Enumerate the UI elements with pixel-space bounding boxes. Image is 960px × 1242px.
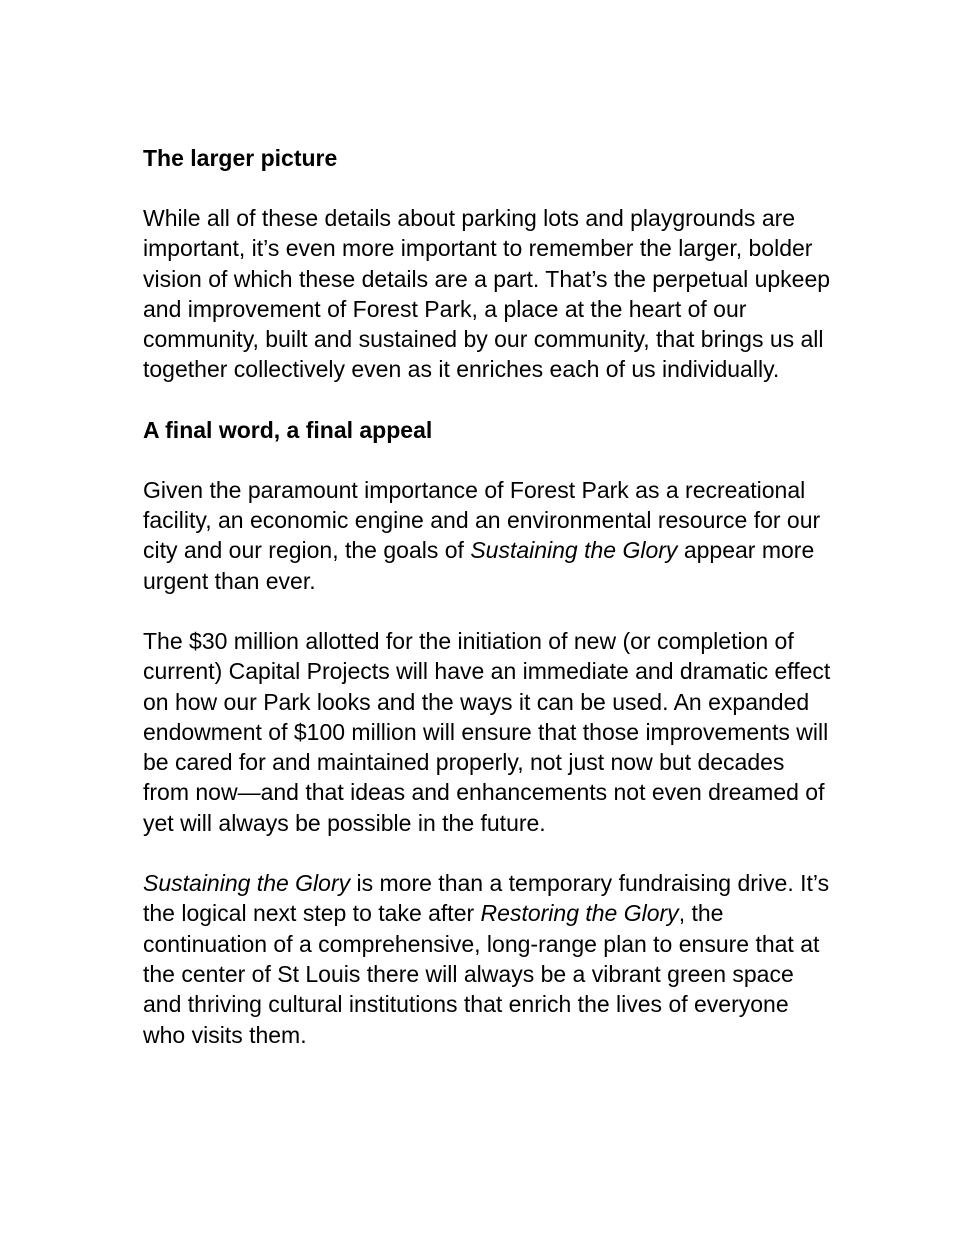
- paragraph-funding: The $30 million allotted for the initiation of new (or completion of current) Capital Projects will have an immediate and dramatic effect on how our Park looks and the ways it can be used. An expanded endowment of $100 million will ensure that those improvements will be cared for and maintained properly, not just now but decades from now—and that ideas and enhancements not even dreamed of yet will always be possible in the future.: [143, 627, 831, 836]
- document-page: [143, 143, 833, 1080]
- section-heading-final-appeal: A final word, a final appeal: [143, 416, 433, 443]
- text-segment: Given the paramount importance of Forest Park as a recreational facility, an economic engine and an environmental resource for our city and our region, the goals of: [143, 476, 821, 564]
- italic-title: Sustaining the Glory: [470, 537, 678, 564]
- paragraph-sustaining: [143, 868, 833, 1050]
- italic-title: Restoring the Glory: [480, 900, 679, 927]
- text-segment: is more than a temporary fundraising drive. It’s the logical next step to take after: [143, 870, 830, 927]
- text-segment: , the continuation of a comprehensive, long-range plan to ensure that at the center of St Louis there will always be a vibrant green space and thriving cultural institutions that enrich the lives of everyone who visits them.: [143, 900, 820, 1048]
- italic-title: Sustaining the Glory: [143, 870, 351, 897]
- text-segment: appear more urgent than ever.: [143, 537, 815, 594]
- paragraph-larger-picture: While all of these details about parking lots and playgrounds are important, it’s even more important to remember the larger, bolder vision of which these details are a part. That’s the perpetual upkeep and improvement of Forest Park, a place at the heart of our community, built and sustained by our community, that brings us all together collectively even as it enriches each of us individually.: [143, 205, 831, 383]
- section-heading-larger-picture: The larger picture: [143, 145, 338, 171]
- paragraph-importance: [143, 475, 833, 596]
